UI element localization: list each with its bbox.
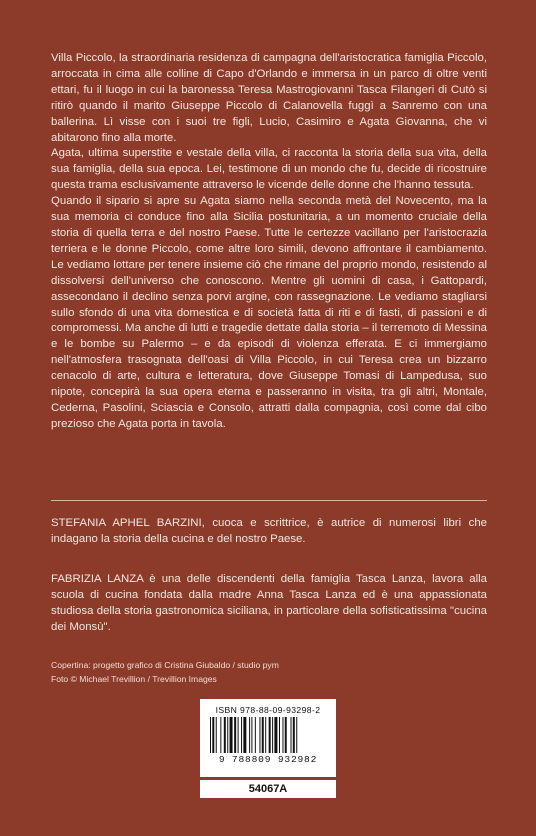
blurb-paragraph: Villa Piccolo, la straordinaria residenza di campagna dell'aristocratica famiglia Piccolo, arroccata in cima alle colline di Capo d'Orlando e immersa in un parco di oltre venti ettari, fu il luogo in cui la baronessa Teresa Mastrogiovanni Tasca Filangeri di Cutò si ritirò quando il marito Giuseppe Piccolo di Calanovella fuggì a Sanremo con una ballerina. Lì visse con i suoi tre figli, Lucio, Casimiro e Agata Giovanna, che vi abitarono fino alla morte.	[51, 52, 487, 144]
blurb-paragraph: Agata, ultima superstite e vestale della villa, ci racconta la storia della sua vita, della sua famiglia, della sua epoca. Lei, testimone di un mondo che fu, decide di ricostruire questa trama esclusivamente attraverso le vicende delle donne che l'hanno tessuta.	[51, 147, 487, 192]
author-bio-text: STEFANIA APHEL BARZINI, cuoca e scrittrice, è autrice di numerosi libri che indagano la storia della cucina e del nostro Paese.	[51, 517, 487, 545]
product-code: 54067A	[200, 780, 336, 798]
cover-credit: Copertina: progetto grafico di Cristina Giubaldo / studio pym	[51, 660, 279, 670]
isbn-barcode	[200, 699, 336, 777]
image-credits	[51, 658, 279, 686]
photo-credit: Foto © Michael Trevillion / Trevillion Images	[51, 674, 217, 684]
barcode-digits: 9 788809 932982	[218, 754, 318, 765]
author-bio-text: FABRIZIA LANZA è una delle discendenti della famiglia Tasca Lanza, lavora alla scuola di cucina fondata dalla madre Anna Tasca Lanza ed è una appassionata studiosa della storia gastronomica siciliana, in particolare della sofisticatissima "cucina dei Monsù".	[51, 573, 487, 633]
divider	[51, 500, 487, 501]
blurb-paragraph: Quando il sipario si apre su Agata siamo nella seconda metà del Novecento, ma la sua memoria ci conduce fino alla Sicilia postunitaria, a un momento cruciale della storia di quella terra e del nostro Paese. Tutte le certezze vacillano per l'aristocrazia terriera e le donne Piccolo, come altre loro simili, devono affrontare il cambiamento. Le vediamo lottare per tenere insieme ciò che rimane del proprio mondo, resistendo al dissolversi dell'universo che conoscono. Mentre gli uomini di casa, i Gattopardi, assecondano il declino senza porvi argine, con rassegnazione. Le vediamo stagliarsi sullo sfondo di una vita domestica e di società fatta di riti e di fasti, di passioni e di compromessi. Ma anche di lutti e tragedie dettate dalla storia – il terremoto di Messina e le bombe su Palermo – e da episodi di violenza efferata. E ci immergiamo nell'atmosfera trasognata dell'oasi di Villa Piccolo, in cui Teresa crea un bizzarro cenacolo di arte, cultura e letteratura, dove Giuseppe Tomasi di Lampedusa, suo nipote, concepirà la sua opera eterna e passeranno in visita, tra gli altri, Montale, Cederna, Pasolini, Sciascia e Consolo, attratti dalla compagnia, così come dal cibo prezioso che Agata porta in tavola.	[51, 195, 487, 430]
isbn-label: ISBN 978-88-09-93298-2	[215, 705, 321, 715]
barcode-bars-icon	[210, 717, 326, 755]
back-cover-blurb	[51, 51, 487, 433]
author-bio-barzini	[51, 516, 487, 548]
author-bio-lanza	[51, 572, 487, 636]
